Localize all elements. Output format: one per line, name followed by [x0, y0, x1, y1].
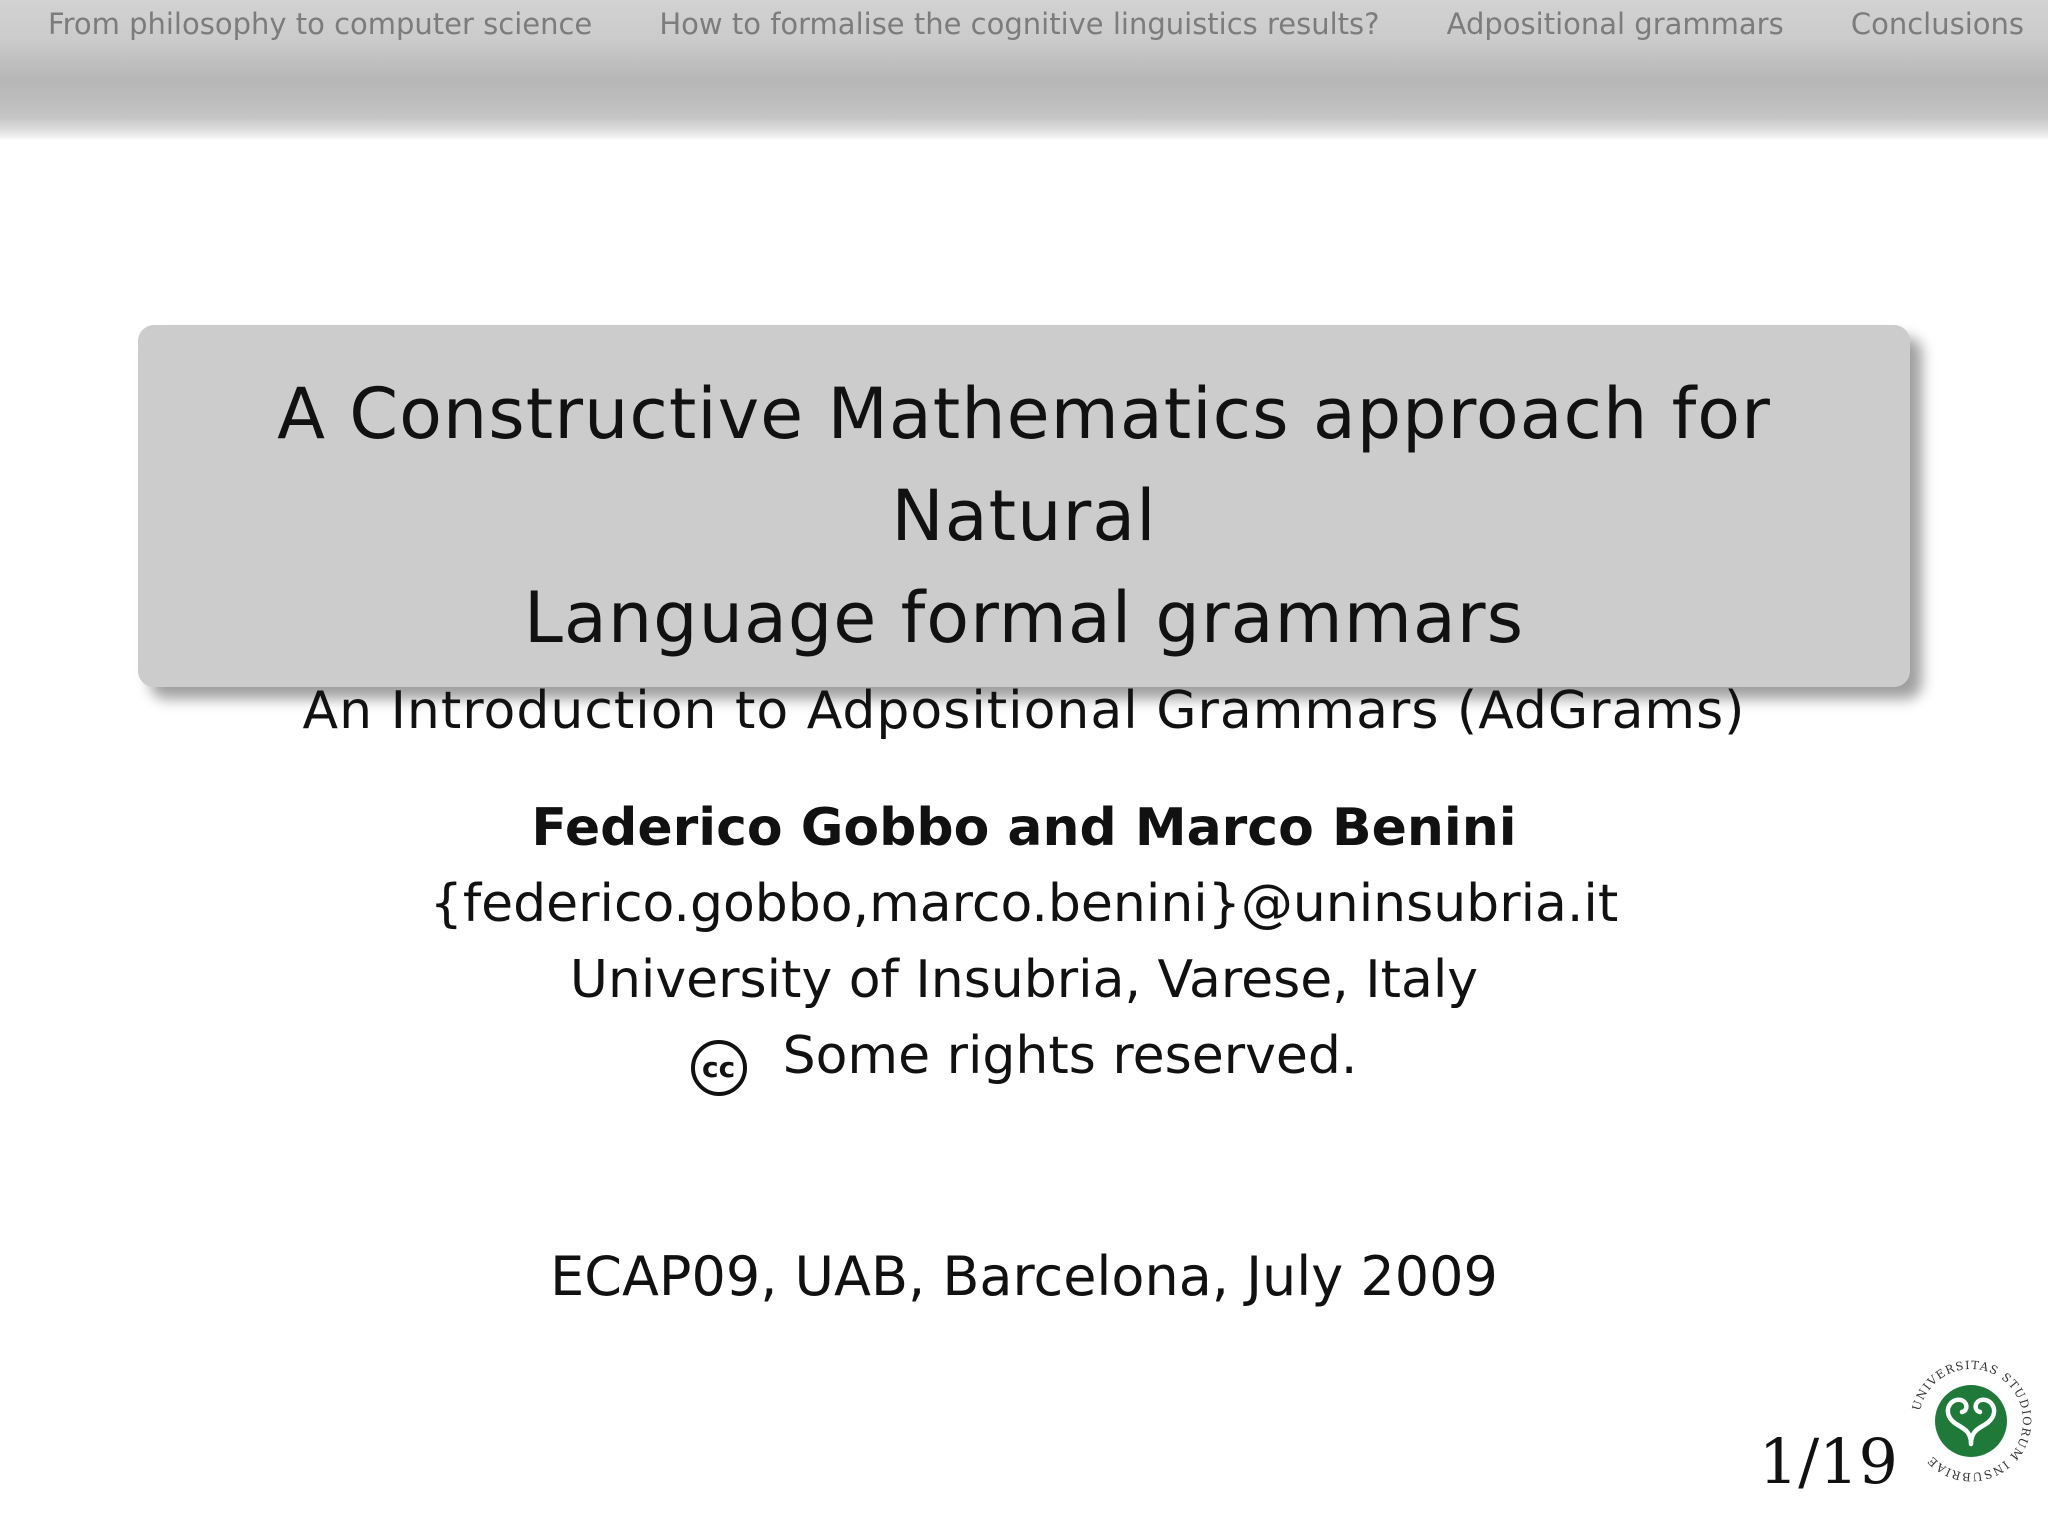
author-names: Federico Gobbo and Marco Benini [531, 798, 1517, 858]
navigation-bar [0, 0, 2048, 140]
rights-line [0, 1018, 2048, 1096]
nav-item-adpositional-grammars[interactable]: Adpositional grammars [1446, 7, 1784, 41]
page-number: 1/19 [1758, 1425, 1898, 1498]
rights-text: Some rights reserved. [782, 1026, 1358, 1086]
slide-title [174, 363, 1874, 669]
title-box [138, 325, 1910, 741]
svg-text:UNIVERSITAS STUDIORUM INSUBRIA: UNIVERSITAS STUDIORUM INSUBRIAE [1909, 1357, 2035, 1485]
title-line-2: Language formal grammars [523, 577, 1525, 659]
creative-commons-icon: cc [691, 1040, 747, 1096]
university-logo [1906, 1356, 2036, 1486]
author-affiliation: University of Insubria, Varese, Italy [569, 950, 1479, 1010]
event-info: ECAP09, UAB, Barcelona, July 2009 [550, 1245, 1498, 1308]
nav-item-formalise[interactable]: How to formalise the cognitive linguistics results? [659, 7, 1380, 41]
slide-subtitle: An Introduction to Adpositional Grammars (AdGrams) [302, 681, 1746, 741]
nav-item-philosophy[interactable]: From philosophy to computer science [48, 7, 593, 41]
author-block [0, 790, 2048, 1096]
title-line-1: A Constructive Mathematics approach for Natural [277, 373, 1771, 557]
nav-item-conclusions[interactable]: Conclusions [1850, 7, 2024, 41]
author-email: {federico.gobbo,marco.benini}@uninsubria.it [429, 874, 1619, 934]
nav-items [0, 0, 2048, 48]
